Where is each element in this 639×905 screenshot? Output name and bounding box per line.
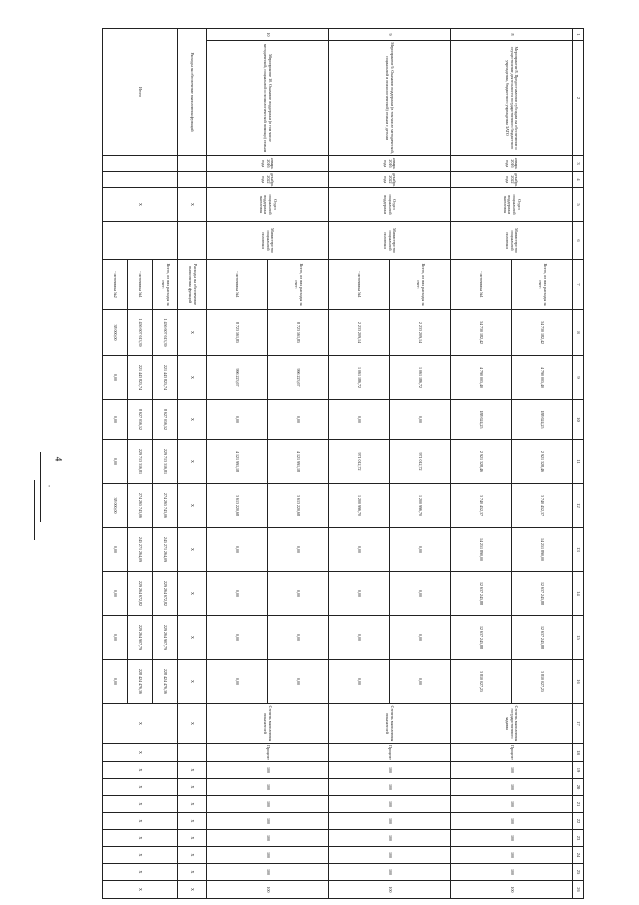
summary-indicator-x: X <box>178 704 207 744</box>
total-amount-v14: 229 264 672,82 <box>128 572 153 616</box>
measure-name: Мероприятие 10. Оказание поддержки (в том числе методической, социальной и психологической помощи) семьям <box>207 41 329 156</box>
total-amount-v12: 274 265 743,06 <box>128 484 153 528</box>
total-label: Итого <box>103 29 178 156</box>
total-amount-v13: 245 271 264,09 <box>153 528 178 572</box>
total-amount-v9: 0,00 <box>103 356 128 400</box>
total-amount-v15: 229 264 907,79 <box>128 616 153 660</box>
total-start <box>103 156 178 172</box>
amount-v14: 12 637 245,88 <box>512 572 573 616</box>
column-number-7: 7 <box>573 260 584 310</box>
end-date: декабрь 2022 года <box>207 172 329 188</box>
footnote-mark: * <box>46 485 51 487</box>
amount-v9: 996 223,67 <box>268 356 329 400</box>
amount-v10: 0,00 <box>390 400 451 440</box>
target-value: 100 <box>207 813 329 830</box>
amount-v14: 0,00 <box>207 572 268 616</box>
amount-v14: 0,00 <box>268 572 329 616</box>
amount-v16: 0,00 <box>268 660 329 704</box>
summary-executor-x: X <box>178 188 207 222</box>
column-number-23: 23 <box>573 830 584 847</box>
column-number-1: 1 <box>573 29 584 41</box>
amount-v13: 0,00 <box>268 528 329 572</box>
summary-row <box>178 29 207 899</box>
total-amount-v15: 0,00 <box>103 616 128 660</box>
column-number-24: 24 <box>573 847 584 864</box>
amount-v8: 8 723 561,85 <box>207 310 268 356</box>
amount-v9: 996 223,67 <box>207 356 268 400</box>
indicator: Степень выполнения показателей <box>329 704 451 744</box>
column-number-20: 20 <box>573 779 584 796</box>
summary-target-x: X <box>178 796 207 813</box>
unit: Процент <box>329 744 451 762</box>
summary-x: X <box>178 484 207 528</box>
amount-v16: 0,00 <box>329 660 390 704</box>
end-date: декабрь 2022 года <box>451 172 573 188</box>
unit: Процент <box>207 744 329 762</box>
target-value: 100 <box>207 881 329 899</box>
target-value: 100 <box>329 796 451 813</box>
column-number-9: 9 <box>573 356 584 400</box>
total-unit-x: X <box>103 744 178 762</box>
amount-v13: 0,00 <box>207 528 268 572</box>
column-number-15: 15 <box>573 616 584 660</box>
total-amount-v16: 228 424 476,36 <box>153 660 178 704</box>
end-date: декабрь 2022 года <box>329 172 451 188</box>
target-value: 100 <box>207 864 329 881</box>
target-value: 100 <box>451 779 573 796</box>
column-number-14: 14 <box>573 572 584 616</box>
amount-v11: 2 921 328,46 <box>451 440 512 484</box>
amount-v10: 188 624,25 <box>451 400 512 440</box>
start-date: январь 2016 года <box>207 156 329 172</box>
total-amount-v16: 228 424 476,36 <box>128 660 153 704</box>
amount-v12: 3 740 452,37 <box>512 484 573 528</box>
column-number-3: 3 <box>573 156 584 172</box>
funding-source: Всего, из них расходы за счет: <box>268 260 329 310</box>
coexecutor: Министерство социальной политики <box>451 222 573 260</box>
executor: Отдел социальной поддержки населения <box>207 188 329 222</box>
total-amount-v8: 1 456 607 613,39 <box>128 310 153 356</box>
funding-source: - источника №1 <box>329 260 390 310</box>
target-value: 100 <box>329 864 451 881</box>
total-target-x: X <box>103 779 178 796</box>
amount-v8: 34 730 182,42 <box>512 310 573 356</box>
total-amount-v14: 0,00 <box>103 572 128 616</box>
column-number-25: 25 <box>573 864 584 881</box>
row-number: 9 <box>329 29 451 41</box>
summary-x: X <box>178 572 207 616</box>
total-row <box>153 29 178 899</box>
amount-v13: 14 251 890,00 <box>512 528 573 572</box>
total-source: - источника №2 <box>103 260 128 310</box>
summary-target-x: X <box>178 813 207 830</box>
total-amount-v13: 245 271 264,09 <box>128 528 153 572</box>
summary-target-x: X <box>178 881 207 899</box>
amount-v15: 0,00 <box>207 616 268 660</box>
amount-v15: 0,00 <box>390 616 451 660</box>
amount-v8: 2 233 209,14 <box>390 310 451 356</box>
total-target-x: X <box>103 881 178 899</box>
summary-target-x: X <box>178 847 207 864</box>
amount-v16: 3 810 027,25 <box>512 660 573 704</box>
column-number-8: 8 <box>573 310 584 356</box>
amount-v15: 12 637 245,88 <box>451 616 512 660</box>
total-target-x: X <box>103 847 178 864</box>
column-number-5: 5 <box>573 188 584 222</box>
column-number-row <box>573 29 584 899</box>
amount-v12: 3 740 452,37 <box>451 484 512 528</box>
summary-unit <box>178 744 207 762</box>
funding-source: Всего, из них расходы за счет: <box>512 260 573 310</box>
target-value: 100 <box>207 847 329 864</box>
column-number-13: 13 <box>573 528 584 572</box>
amount-v12: 3 613 220,68 <box>268 484 329 528</box>
total-target-x: X <box>103 762 178 779</box>
summary-x: X <box>178 440 207 484</box>
total-source: - источника №1 <box>128 260 153 310</box>
amount-v11: 2 921 328,46 <box>512 440 573 484</box>
amount-v9: 1 061 186,72 <box>329 356 390 400</box>
amount-v16: 0,00 <box>207 660 268 704</box>
amount-v11: 4 121 991,18 <box>207 440 268 484</box>
column-number-21: 21 <box>573 796 584 813</box>
summary-target-x: X <box>178 830 207 847</box>
amount-v11: 4 121 991,18 <box>268 440 329 484</box>
total-amount-v10: 8 627 056,52 <box>153 400 178 440</box>
target-value: 100 <box>207 796 329 813</box>
target-value: 100 <box>207 779 329 796</box>
executor: Отдел социальной поддержки <box>329 188 451 222</box>
target-value: 100 <box>329 762 451 779</box>
target-value: 100 <box>329 830 451 847</box>
funding-source: - источника №1 <box>207 260 268 310</box>
target-value: 100 <box>329 779 451 796</box>
column-number-18: 18 <box>573 744 584 762</box>
funding-source: - источника №1 <box>451 260 512 310</box>
program-table <box>102 28 584 899</box>
column-number-2: 2 <box>573 41 584 156</box>
total-end <box>103 172 178 188</box>
summary-x: X <box>178 310 207 356</box>
total-amount-v12: 274 265 743,06 <box>153 484 178 528</box>
page-number: 4 <box>53 456 64 462</box>
amount-v8: 34 730 182,42 <box>451 310 512 356</box>
target-value: 100 <box>451 813 573 830</box>
total-amount-v12: 38 000,00 <box>103 484 128 528</box>
total-indicator-x: X <box>103 704 178 744</box>
total-amount-v10: 0,00 <box>103 400 128 440</box>
summary-start <box>178 156 207 172</box>
row-number: 10 <box>207 29 329 41</box>
amount-v12: 1 200 996,70 <box>390 484 451 528</box>
column-number-10: 10 <box>573 400 584 440</box>
column-number-19: 19 <box>573 762 584 779</box>
target-value: 100 <box>329 813 451 830</box>
summary-target-x: X <box>178 779 207 796</box>
column-number-16: 16 <box>573 660 584 704</box>
summary-x: X <box>178 528 207 572</box>
summary-x: X <box>178 400 207 440</box>
target-value: 100 <box>451 864 573 881</box>
total-target-x: X <box>103 813 178 830</box>
amount-v11: 971 012,72 <box>390 440 451 484</box>
amount-v10: 0,00 <box>329 400 390 440</box>
amount-v16: 3 810 027,25 <box>451 660 512 704</box>
signature-line-2 <box>34 480 35 540</box>
total-target-x: X <box>103 796 178 813</box>
amount-v13: 0,00 <box>390 528 451 572</box>
target-value: 100 <box>207 762 329 779</box>
executor: Отдел социальной поддержки населения <box>451 188 573 222</box>
total-target-x: X <box>103 830 178 847</box>
target-value: 100 <box>451 830 573 847</box>
total-amount-v15: 229 264 907,79 <box>153 616 178 660</box>
summary-target-x: X <box>178 864 207 881</box>
target-value: 100 <box>451 847 573 864</box>
total-target-x: X <box>103 864 178 881</box>
total-amount-v8: 38 000,00 <box>103 310 128 356</box>
amount-v12: 1 200 996,70 <box>329 484 390 528</box>
amount-v11: 971 012,72 <box>329 440 390 484</box>
summary-end <box>178 172 207 188</box>
column-number-22: 22 <box>573 813 584 830</box>
target-value: 100 <box>451 762 573 779</box>
column-number-17: 17 <box>573 704 584 744</box>
amount-v12: 3 613 220,68 <box>207 484 268 528</box>
summary-label: Расходы на обеспечение выполнения функций <box>178 29 207 156</box>
indicator: Степень выполнения государственного задания <box>451 704 573 744</box>
amount-v9: 4 790 005,40 <box>512 356 573 400</box>
start-date: январь 2016 года <box>451 156 573 172</box>
summary-x: X <box>178 356 207 400</box>
summary-source: Расходы на обеспечение выполнения функций <box>178 260 207 310</box>
total-source: Всего, из них расходы за счет: <box>153 260 178 310</box>
amount-v10: 0,00 <box>268 400 329 440</box>
summary-target-x: X <box>178 762 207 779</box>
column-number-12: 12 <box>573 484 584 528</box>
table-body <box>103 29 573 899</box>
signature-line-1 <box>40 452 41 522</box>
start-date: январь 2016 года <box>329 156 451 172</box>
summary-coexecutor <box>178 222 207 260</box>
column-number-4: 4 <box>573 172 584 188</box>
indicator: Степень выполнения показателей <box>207 704 329 744</box>
total-amount-v11: 229 713 316,81 <box>153 440 178 484</box>
amount-v14: 0,00 <box>329 572 390 616</box>
column-number-11: 11 <box>573 440 584 484</box>
total-executor-x: X <box>103 188 178 222</box>
target-value: 100 <box>207 830 329 847</box>
amount-v16: 0,00 <box>390 660 451 704</box>
target-value: 100 <box>451 881 573 899</box>
amount-v10: 188 624,25 <box>512 400 573 440</box>
funding-source: Всего, из них расходы за счет: <box>390 260 451 310</box>
target-value: 100 <box>451 796 573 813</box>
summary-x: X <box>178 616 207 660</box>
amount-v10: 0,00 <box>207 400 268 440</box>
column-number-6: 6 <box>573 222 584 260</box>
total-amount-v11: 229 713 316,81 <box>128 440 153 484</box>
amount-v8: 8 723 561,85 <box>268 310 329 356</box>
amount-v14: 0,00 <box>390 572 451 616</box>
unit: Процент <box>451 744 573 762</box>
coexecutor: Министерство социальной политики <box>329 222 451 260</box>
total-amount-v16: 0,00 <box>103 660 128 704</box>
table-row <box>512 29 573 899</box>
table-row <box>390 29 451 899</box>
total-amount-v8: 1 456 607 613,39 <box>153 310 178 356</box>
coexecutor: Министерство социальной политики <box>207 222 329 260</box>
total-coexecutor <box>103 222 178 260</box>
amount-v15: 12 637 245,88 <box>512 616 573 660</box>
target-value: 100 <box>329 847 451 864</box>
amount-v14: 12 637 245,88 <box>451 572 512 616</box>
amount-v13: 0,00 <box>329 528 390 572</box>
total-amount-v9: 221 443 825,74 <box>128 356 153 400</box>
amount-v13: 14 251 890,00 <box>451 528 512 572</box>
measure-name: Мероприятие 8. Предоставление субсидии на обеспечение и осуществление деятельности государственного бюджетного учреждения, бюджетного учреждения ЗАТО <box>451 41 573 156</box>
target-value: 100 <box>329 881 451 899</box>
total-amount-v9: 221 443 825,74 <box>153 356 178 400</box>
total-amount-v11: 0,00 <box>103 440 128 484</box>
amount-v15: 0,00 <box>268 616 329 660</box>
row-number: 8 <box>451 29 573 41</box>
amount-v9: 1 061 186,72 <box>390 356 451 400</box>
summary-x: X <box>178 660 207 704</box>
amount-v15: 0,00 <box>329 616 390 660</box>
table-row <box>268 29 329 899</box>
amount-v9: 4 790 005,40 <box>451 356 512 400</box>
column-number-26: 26 <box>573 881 584 899</box>
measure-name: Мероприятие 9. Оказание поддержки (в том числе методической, социальной и психологической) семьям с детьми <box>329 41 451 156</box>
total-amount-v13: 0,00 <box>103 528 128 572</box>
amount-v8: 2 233 209,14 <box>329 310 390 356</box>
total-amount-v14: 229 264 672,82 <box>153 572 178 616</box>
total-amount-v10: 8 627 056,52 <box>128 400 153 440</box>
